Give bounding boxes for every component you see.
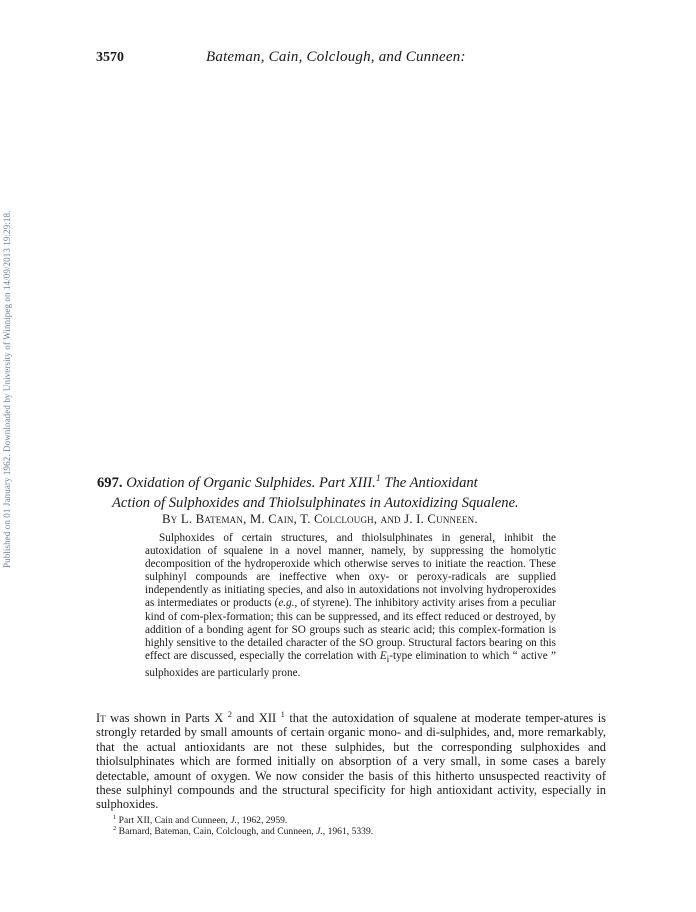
download-watermark (0, 148, 14, 568)
abstract-text-3: -type elimination to which “ active ” sulphoxides are particularly prone. (145, 649, 557, 680)
footnote-2-rest: , 1961, 5339. (322, 826, 374, 837)
watermark-text: Published on 01 January 1962. Downloaded by University of Winnipeg on 14/09/2013 19:29:18. (2, 210, 12, 568)
body-paragraph (96, 708, 606, 812)
title-footnote-ref: 1 (375, 473, 381, 485)
abstract-italic-e: E (379, 649, 387, 662)
body-ref-2: 2 (227, 708, 232, 719)
footnote-1-journal: J. (230, 815, 237, 826)
footnotes (113, 815, 593, 837)
footnote-1 (113, 815, 593, 826)
footnote-2 (113, 826, 593, 837)
body-lead-word: It (96, 711, 106, 725)
body-text-2: and XII (231, 711, 281, 725)
footnote-2-journal: J. (316, 826, 323, 837)
abstract-text-1: Sulphoxides of certain structures, and thiolsulphinates in general, inhibit the autoxidation of squalene in a novel manner, namely, by suppressing the homolytic decomposition of the hydroperoxide which otherwise serves to initiate the reaction. These sulphinyl compounds are ineffective when oxy- or peroxy-radicals are supplied independently as initiating species, and also in autoxidations not involving hydroperoxides as intermediates or products ( (145, 532, 556, 610)
footnote-2-mark: 2 (113, 824, 117, 832)
footnote-1-mark: 1 (113, 813, 117, 821)
article-number: 697. (97, 475, 123, 491)
page-number: 3570 (96, 50, 124, 65)
footnote-2-text: Barnard, Bateman, Cain, Colclough, and Cunneen, (118, 826, 317, 837)
running-head: Bateman, Cain, Colclough, and Cunneen: (206, 49, 466, 65)
article-title (97, 473, 607, 513)
title-line-1: Oxidation of Organic Sulphides. Part XIII. (126, 475, 376, 491)
title-line-1-tail: The Antioxidant (380, 475, 478, 491)
author-line: By L. Bateman, M. Cain, T. Colclough, and J. I. Cunneen. (162, 512, 478, 526)
abstract (145, 532, 556, 680)
abstract-italic-eg: e.g. (278, 597, 295, 610)
body-text-3: that the autoxidation of squalene at moderate temper-atures is strongly retarded by small amounts of certain organic mono- and di-sulphides, and, more remarkably, that the actual antioxidants are not these sulphides, but the corresponding sulphoxides and thiolsulphinates which are formed initially on absorption of a very small, in some cases a barely detectable, amount of oxygen. We now consider the basis of this hitherto unsuspected reactivity of these sulphinyl compounds and the structural specificity for high antioxidant activity, especially in sulphoxides. (96, 711, 606, 812)
body-text-1: was shown in Parts X (105, 711, 228, 725)
body-ref-1: 1 (280, 708, 285, 719)
title-line-2: Action of Sulphoxides and Thiolsulphinates in Autoxidizing Squalene. (112, 495, 519, 511)
footnote-1-text: Part XII, Cain and Cunneen, (118, 815, 231, 826)
abstract-subscript-i: i (386, 655, 390, 666)
abstract-text-2: , of styrene). The inhibitory activity arises from a peculiar kind of com-plex-formation; this can be suppressed, and its effect reduced or destroyed, by addition of a bonding agent for SO groups such as stearic acid; this complex-formation is highly sensitive to the detailed character of the SO group. Structural factors bearing on this effect are discussed, especially the correlation with (145, 597, 556, 662)
footnote-1-rest: , 1962, 2959. (236, 815, 288, 826)
